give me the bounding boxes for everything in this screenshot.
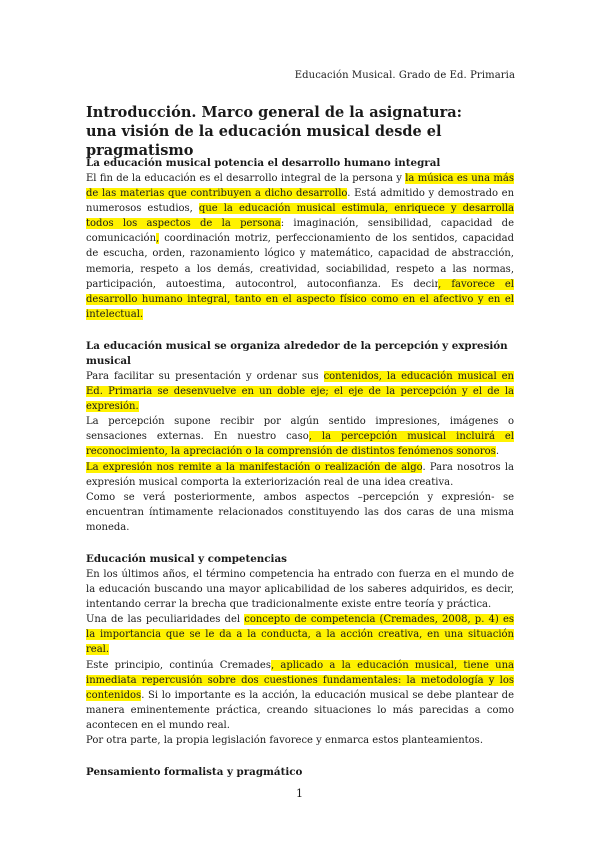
paragraph: Por otra parte, la propia legislación favorece y enmarca estos planteamientos. [86,735,483,746]
text-run: Este principio, continúa Cremades [86,659,271,671]
text-run: : imaginación, sensibilidad, capacidad de comunicación [86,218,514,245]
paragraph: En los últimos años, el término competencia ha entrado con fuerza en el mundo de la educación buscando una mayor aplicabilidad de los saberes adquiridos, es decir, intentando cerrar la brecha que tradicionalmente existe entre teoría y práctica. [86,568,514,611]
text-run: Una de las peculiaridades del [86,614,245,626]
title-line-1: Introducción. Marco general de la asignatura: [86,104,462,121]
document-title [86,103,526,160]
text-run: coordinación motriz, perfeccionamiento de los sentidos, capacidad de escucha, orden, razonamiento lógico y matemático, capacidad de abstracción, memoria, respeto a los demás, creatividad, sociabilidad, respeto a las normas, participación, autoestima, autocontrol, autoconfianza. Es decir [86,233,514,290]
highlighted-text: , la percepción musical incluirá el reconocimiento, la apreciación o la comprensión de distintos fenómenos sonoros [86,431,514,458]
paragraph [86,612,514,657]
running-header: Educación Musical. Grado de Ed. Primaria [294,70,515,81]
title-line-2: una visión de la educación musical desde el pragmatismo [86,123,442,159]
highlighted-text: contenidos, la educación musical en Ed. Primaria se desenvuelve en un doble eje; el eje de la percepción y el de la expresión. [86,370,514,413]
text-run: . Si lo importante es la acción, la educación musical se debe plantear de manera eminentemente práctica, creando situaciones lo más parecidas a como acontecen en el mundo real. [86,689,514,731]
section-heading-4: Pensamiento formalista y pragmático [86,766,303,779]
paragraph [86,171,514,322]
text-run: . Para nosotros la expresión musical comporta la exteriorización real de una idea creativa. [86,461,514,488]
paragraph [86,658,514,733]
paragraph [86,369,514,414]
text-run: La percepción supone recibir por algún sentido impresiones, imágenes o sensaciones externas. En nuestro caso [86,416,514,443]
text-run: Para facilitar su presentación y ordenar sus [86,370,324,382]
highlighted-text: , aplicado a la educación musical, tiene una inmediata repercusión sobre dos cuestiones fundamentales: la metodología y los contenidos [86,659,514,701]
highlighted-text: concepto de competencia (Cremades, 2008, p. 4) es la importancia que se le da a la conducta, a la acción creativa, en una situación real. [86,614,514,656]
highlighted-text: , favorece el desarrollo humano integral, tanto en el aspecto físico como en el afectivo y en el intelectual. [86,278,514,320]
paragraph [86,414,514,459]
highlighted-text: , [156,233,160,245]
section-heading-1: La educación musical potencia el desarrollo humano integral [86,157,441,169]
page-number: 1 [296,787,303,800]
text-run: . Está admitido y demostrado en numerosos estudios, [86,188,515,215]
paragraph: Como se verá posteriormente, ambos aspectos –percepción y expresión- se encuentran íntimamente relacionados constituyendo las dos caras de una misma moneda. [86,491,514,533]
highlighted-text: que la educación musical estimula, enriquece y desarrolla todos los aspectos de la persona [86,203,514,230]
paragraph [86,460,514,490]
section-heading-2: La educación musical se organiza alrededor de la percepción y expresión musical [86,339,508,367]
text-run: . [495,446,499,458]
text-run: El fin de la educación es el desarrollo integral de la persona y [86,173,406,184]
section-heading-3: Educación musical y competencias [86,552,287,565]
document-body [86,156,514,780]
highlighted-text: La expresión nos remite a la manifestación o realización de algo [86,461,423,473]
highlighted-text: la música es una más de las materias que contribuyen a dicho desarrollo [86,173,514,200]
